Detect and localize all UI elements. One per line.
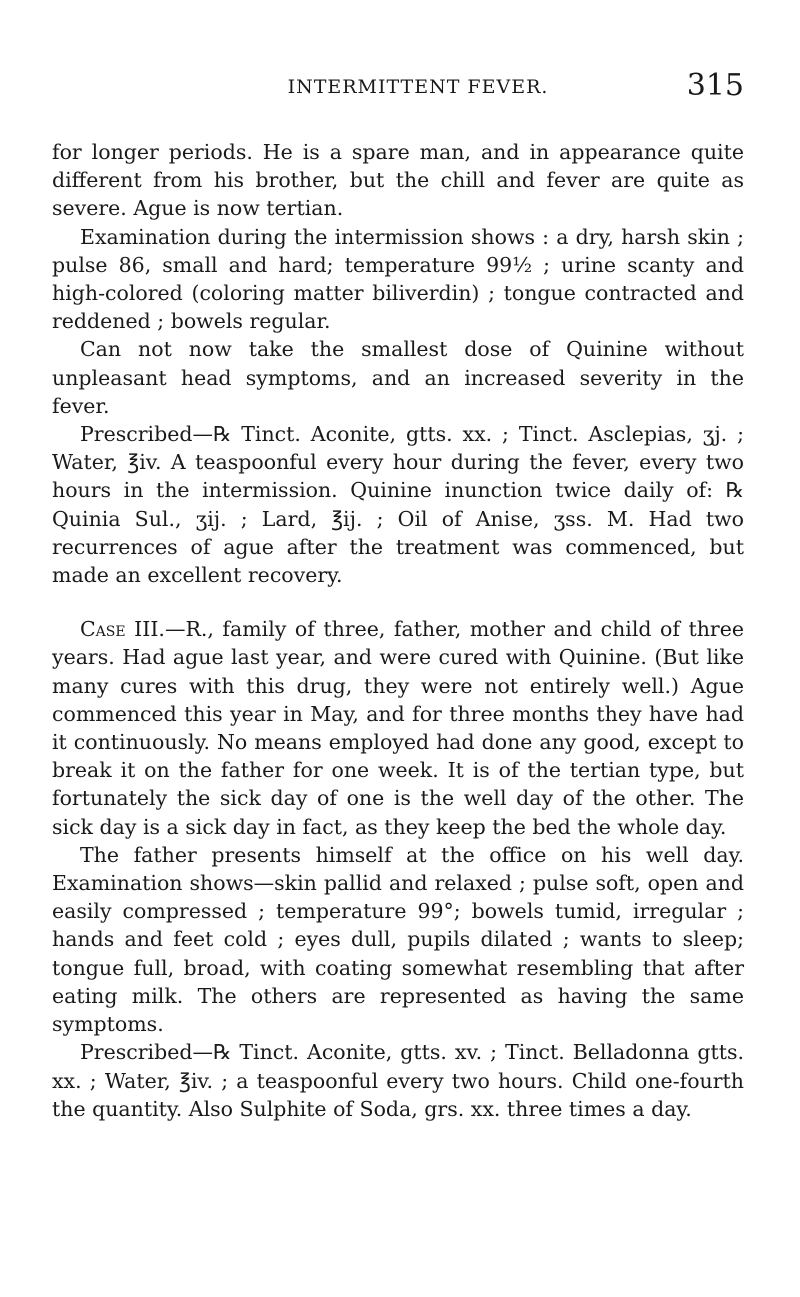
paragraph-examination: Examination during the intermission shows : a dry, harsh skin ; pulse 86, small and hard; temperature 99½ ; urine scanty and high-colored (coloring matter biliverdin) ; tongue contracted and reddened ; bowels regular. <box>52 224 744 334</box>
paragraph-second-prescription: Prescribed—℞ Tinct. Aconite, gtts. xv. ; Tinct. Belladonna gtts. xx. ; Water, ℥iv. ; a teaspoonful every two hours. Child one-fourth the quantity. Also Sulphite of Soda, grs. xx. three times a day. <box>52 1040 744 1121</box>
running-title: INTERMITTENT FEVER. <box>287 76 549 98</box>
paragraph-quinine-note: Can not now take the smallest dose of Quinine without unpleasant head symptoms, and an increased severity in the fever. <box>52 337 744 418</box>
page-number: 315 <box>686 68 744 103</box>
running-head <box>52 68 744 110</box>
case-three-text: —R., family of three, father, mother and child of three years. Had ague last year, and were cured with Quinine. (But like many cures with this drug, they were not entirely well.) Ague commenced this year in May, and for three months they have had it continuously. No means employed had done any good, except to break it on the father for one week. It is of the tertian type, but fortunately the sick day of one is the well day of the other. The sick day is a sick day in fact, as they keep the bed the whole day. <box>52 617 744 839</box>
case-label: Case III. <box>80 617 165 642</box>
paragraph-prescription: Prescribed—℞ Tinct. Aconite, gtts. xx. ; Tinct. Asclepias, ʒj. ; Water, ℥iv. A teaspoonful every hour during the fever, every two hours in the intermission. Quinine inunction twice daily of: ℞ Quinia Sul., ʒij. ; Lard, ℥ij. ; Oil of Anise, ʒss. M. Had two recurrences of ague after the treatment was commenced, but made an excellent recovery. <box>52 422 744 588</box>
paragraph-case-three <box>52 615 744 841</box>
paragraph-father-examination: The father presents himself at the office on his well day. Examination shows—skin pallid and relaxed ; pulse soft, open and easily compressed ; temperature 99°; bowels tumid, irregular ; hands and feet cold ; eyes dull, pupils dilated ; wants to sleep; tongue full, broad, with coating somewhat resembling that after eating milk. The others are represented as having the same symptoms. <box>52 842 744 1037</box>
paragraph-continuation: for longer periods. He is a spare man, and in appearance quite different from his brother, but the chill and fever are quite as severe. Ague is now tertian. <box>52 140 744 221</box>
